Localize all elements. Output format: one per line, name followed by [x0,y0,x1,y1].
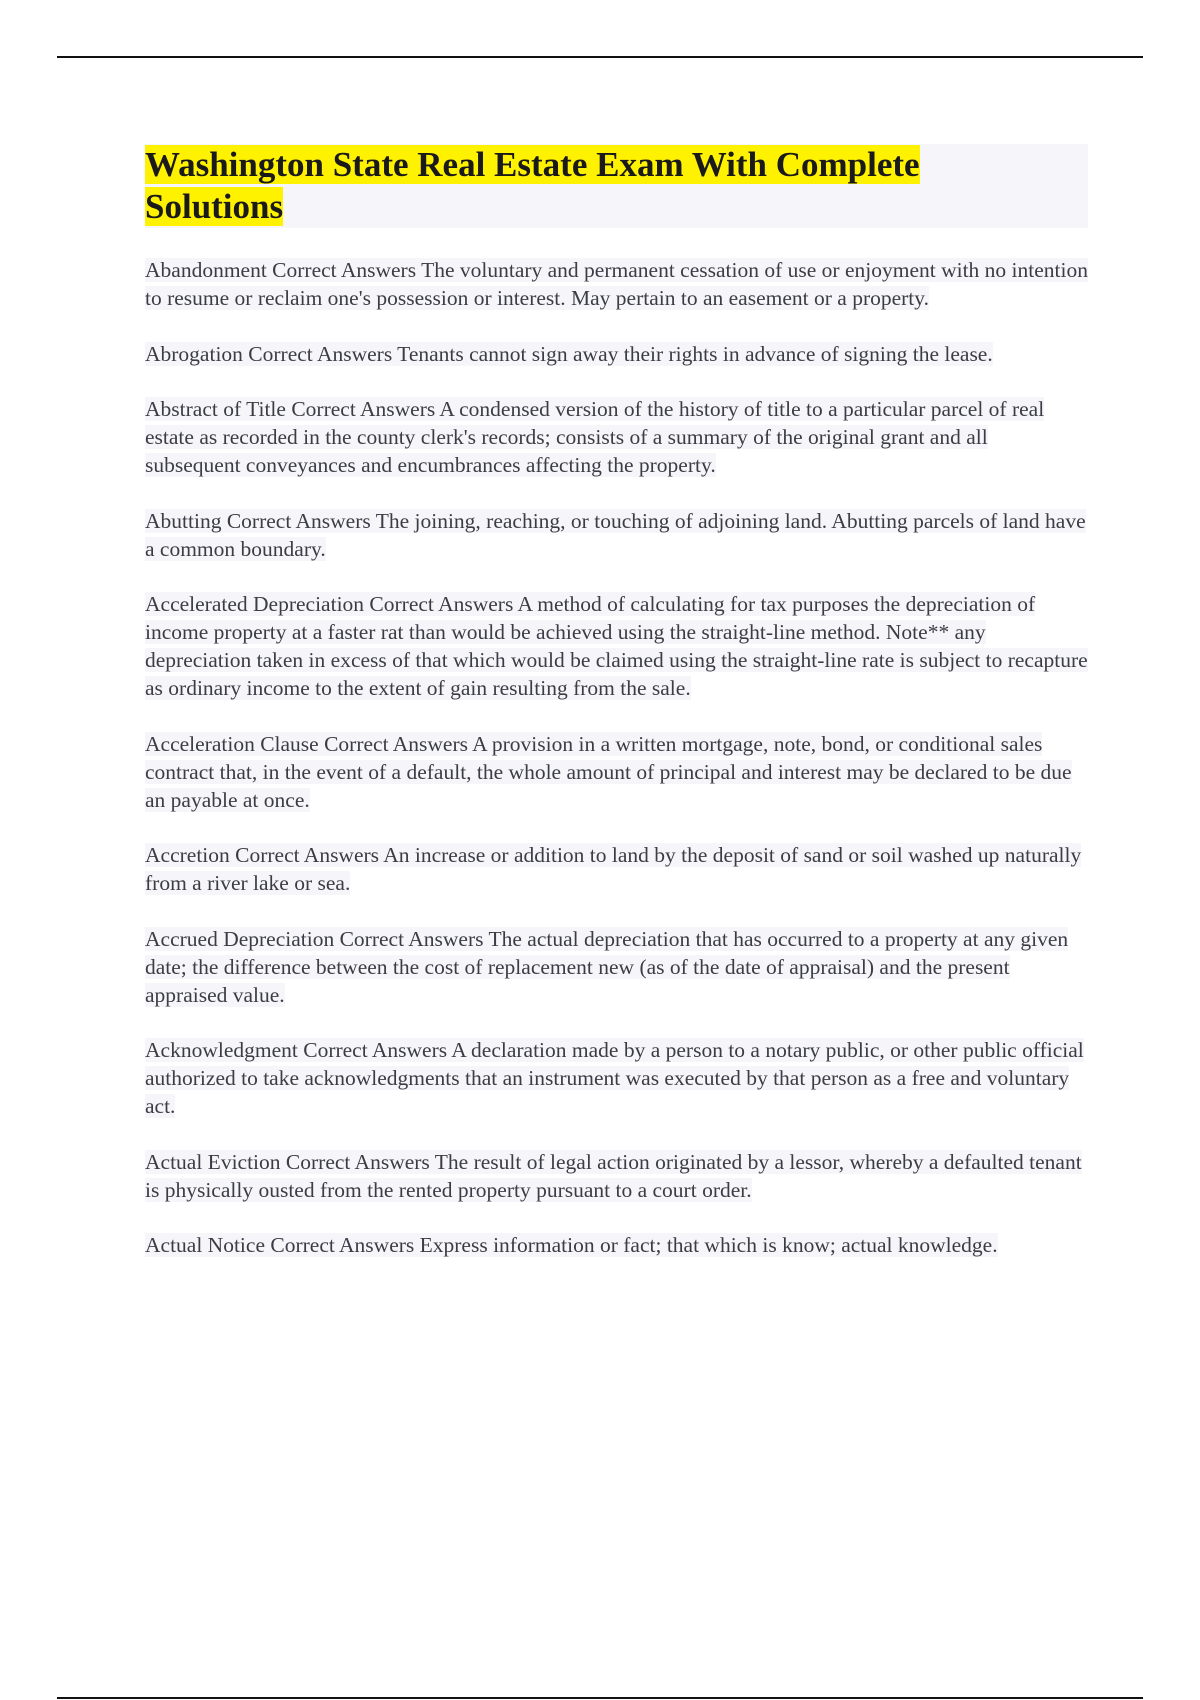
entry-text: Acceleration Clause Correct Answers A provision in a written mortgage, note, bond, or conditional sales contract that, in the event of a default, the whole amount of principal and interest may be declared to be due an payable at once. [145,731,1072,812]
glossary-entry [145,256,1088,312]
entry-text: Actual Eviction Correct Answers The result of legal action originated by a lessor, whereby a defaulted tenant is physically ousted from the rented property pursuant to a court order. [145,1149,1082,1202]
glossary-entry [145,1036,1088,1120]
entry-text: Abutting Correct Answers The joining, reaching, or touching of adjoining land. Abutting parcels of land have a common boundary. [145,508,1086,561]
entry-text: Accrued Depreciation Correct Answers The actual depreciation that has occurred to a property at any given date; the difference between the cost of replacement new (as of the date of appraisal) and the present appraised value. [145,926,1069,1007]
page-content [145,144,1088,1287]
entry-text: Abandonment Correct Answers The voluntary and permanent cessation of use or enjoyment with no intention to resume or reclaim one's possession or interest. May pertain to an easement or a property. [145,258,1088,310]
entry-text: Accelerated Depreciation Correct Answers A method of calculating for tax purposes the depreciation of income property at a faster rat than would be achieved using the straight-line method. Note** any depreciation taken in excess of that which would be claimed using the straight-line rate is subject to recapture as ordinary income to the extent of gain resulting from the sale. [145,592,1088,700]
top-rule [57,56,1143,58]
entry-text: Abrogation Correct Answers Tenants cannot sign away their rights in advance of signing the lease. [145,341,993,366]
glossary-entry [145,1231,1088,1259]
glossary-entry [145,1148,1088,1204]
bottom-rule [57,1697,1143,1699]
glossary-entry [145,340,1088,368]
document-title-text: Washington State Real Estate Exam With Complete Solutions [145,145,920,226]
entry-text: Accretion Correct Answers An increase or addition to land by the deposit of sand or soil washed up naturally from a river lake or sea. [145,843,1082,895]
glossary-entry [145,730,1088,814]
glossary-entry [145,590,1088,702]
glossary-entries [145,256,1088,1259]
glossary-entry [145,841,1088,897]
entry-text: Abstract of Title Correct Answers A condensed version of the history of title to a particular parcel of real estate as recorded in the county clerk's records; consists of a summary of the original grant and all subsequent conveyances and encumbrances affecting the property. [145,397,1045,477]
glossary-entry [145,925,1088,1009]
entry-text: Acknowledgment Correct Answers A declaration made by a person to a notary public, or other public official authorized to take acknowledgments that an instrument was executed by that person as a free and voluntary act. [145,1038,1084,1118]
glossary-entry [145,395,1088,479]
glossary-entry [145,507,1088,563]
entry-text: Actual Notice Correct Answers Express information or fact; that which is know; actual knowledge. [145,1233,998,1257]
document-title [145,144,965,228]
title-band [145,144,1088,228]
